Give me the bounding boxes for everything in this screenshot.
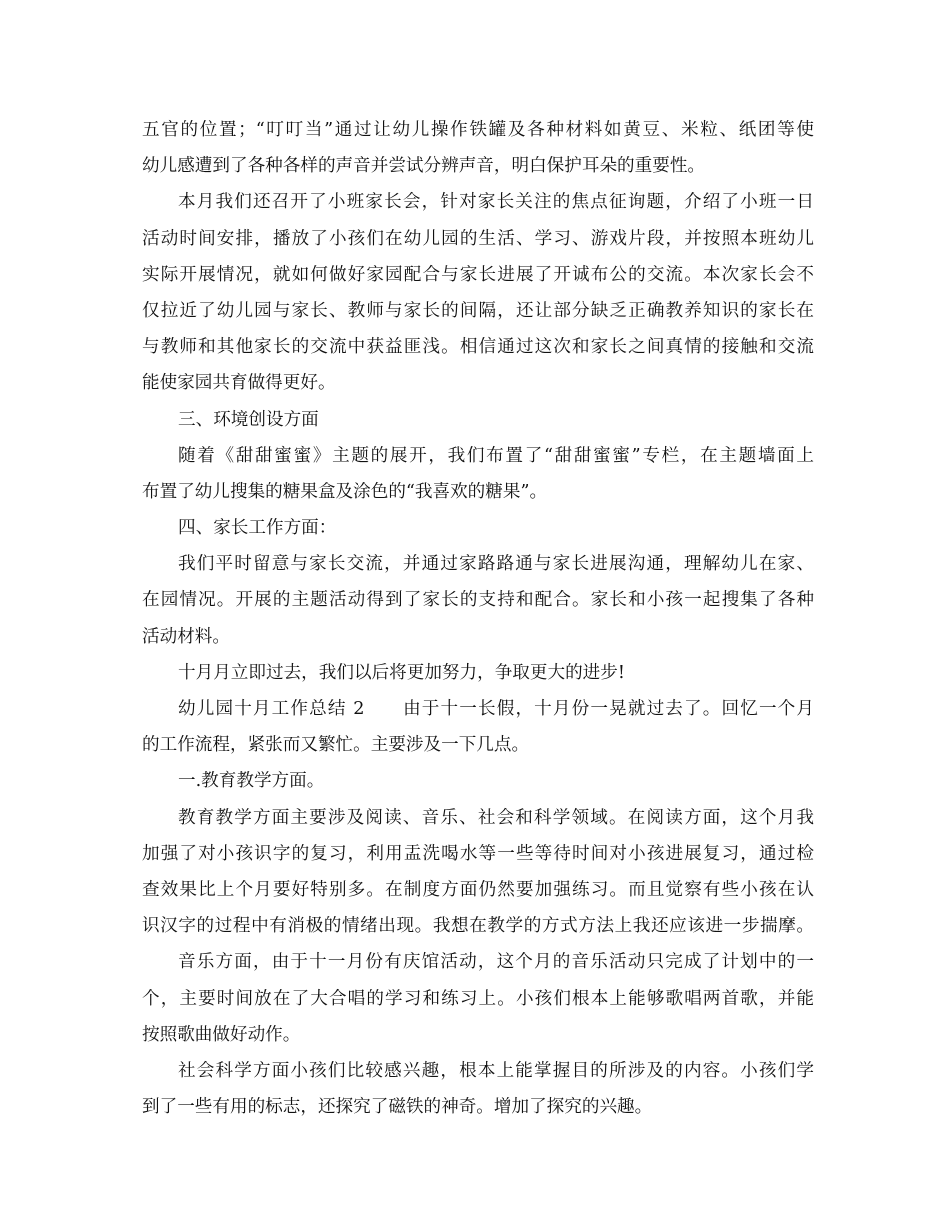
text-line: 教育教学方面主要涉及阅读、音乐、社会和科学领域。在阅读方面，这个月我 (178, 807, 814, 828)
text-line: 加强了对小孩识字的复习，利用盂洗喝水等一些等待时间对小孩进展复习，通过检 (142, 843, 814, 864)
text-line: 识汉字的过程中有消极的情绪出现。我想在教学的方式方法上我还应该进一步揣摩。 (142, 916, 814, 937)
text-lines (142, 112, 814, 1125)
text-line: 十月月立即过去，我们以后将更加努力，争取更大的进步! (178, 662, 625, 683)
text-line: 活动材料。 (142, 626, 230, 647)
text-line: 幼儿园十月工作总结 2 由于十一长假，十月份一晃就过去了。回忆一个月 (178, 699, 814, 719)
text-line: 音乐方面，由于十一月份有庆馆活动，这个月的音乐活动只完成了计划中的一 (178, 952, 814, 973)
text-line: 按照歌曲做好动作。 (142, 1024, 301, 1045)
text-line: 社会科学方面小孩们比较感兴趣，根本上能掌握目的所涉及的内容。小孩们学 (178, 1060, 814, 1081)
text-line: 仅拉近了幼儿园与家长、教师与家长的间隔，还让部分缺乏正确教养知识的家长在 (142, 300, 814, 321)
text-line: 活动时间安排，播放了小孩们在幼儿园的生活、学习、游戏片段，并按照本班幼儿 (142, 228, 814, 249)
text-line: 五官的位置；“叮叮当”通过让幼儿操作铁罐及各种材料如黄豆、米粒、纸团等使 (142, 120, 814, 140)
text-line: 三、环境创设方面 (178, 409, 319, 430)
text-line: 与教师和其他家长的交流中获益匪浅。相信通过这次和家长之间真情的接触和交流 (142, 337, 814, 358)
text-line: 随着《甜甜蜜蜜》主题的展开，我们布置了“甜甜蜜蜜”专栏，在主题墙面上 (178, 445, 814, 466)
text-line: 个，主要时间放在了大合唱的学习和练习上。小孩们根本上能够歌唱两首歌，并能 (142, 988, 814, 1009)
text-line: 本月我们还召开了小班家长会，针对家长关注的焦点征询题，介绍了小班一日 (178, 192, 814, 213)
text-line: 到了一些有用的标志，还探究了磁铁的神奇。增加了探究的兴趣。 (142, 1097, 653, 1118)
text-line: 的工作流程，紧张而又繁忙。主要涉及一下几点。 (142, 735, 530, 756)
text-line: 幼儿感遭到了各种各样的声音并尝试分辨声音，明白保护耳朵的重要性。 (142, 156, 706, 177)
document-body (142, 112, 814, 1125)
text-line: 实际开展情况，就如何做好家园配合与家长进展了开诚布公的交流。本次家长会不 (142, 264, 814, 285)
text-line: 在园情况。开展的主题活动得到了家长的支持和配合。家长和小孩一起搜集了各种 (142, 590, 814, 611)
text-line: 四、家长工作方面： (178, 518, 337, 539)
text-line: 一.教育教学方面。 (178, 771, 325, 792)
text-line: 我们平时留意与家长交流，并通过家路路通与家长进展沟通，理解幼儿在家、 (178, 554, 814, 575)
text-line: 布置了幼儿搜集的糖果盒及涂色的“我喜欢的糖果”。 (142, 481, 548, 502)
text-line: 查效果比上个月要好特别多。在制度方面仍然要加强练习。而且觉察有些小孩在认 (142, 879, 814, 900)
text-line: 能使家园共育做得更好。 (142, 373, 336, 394)
